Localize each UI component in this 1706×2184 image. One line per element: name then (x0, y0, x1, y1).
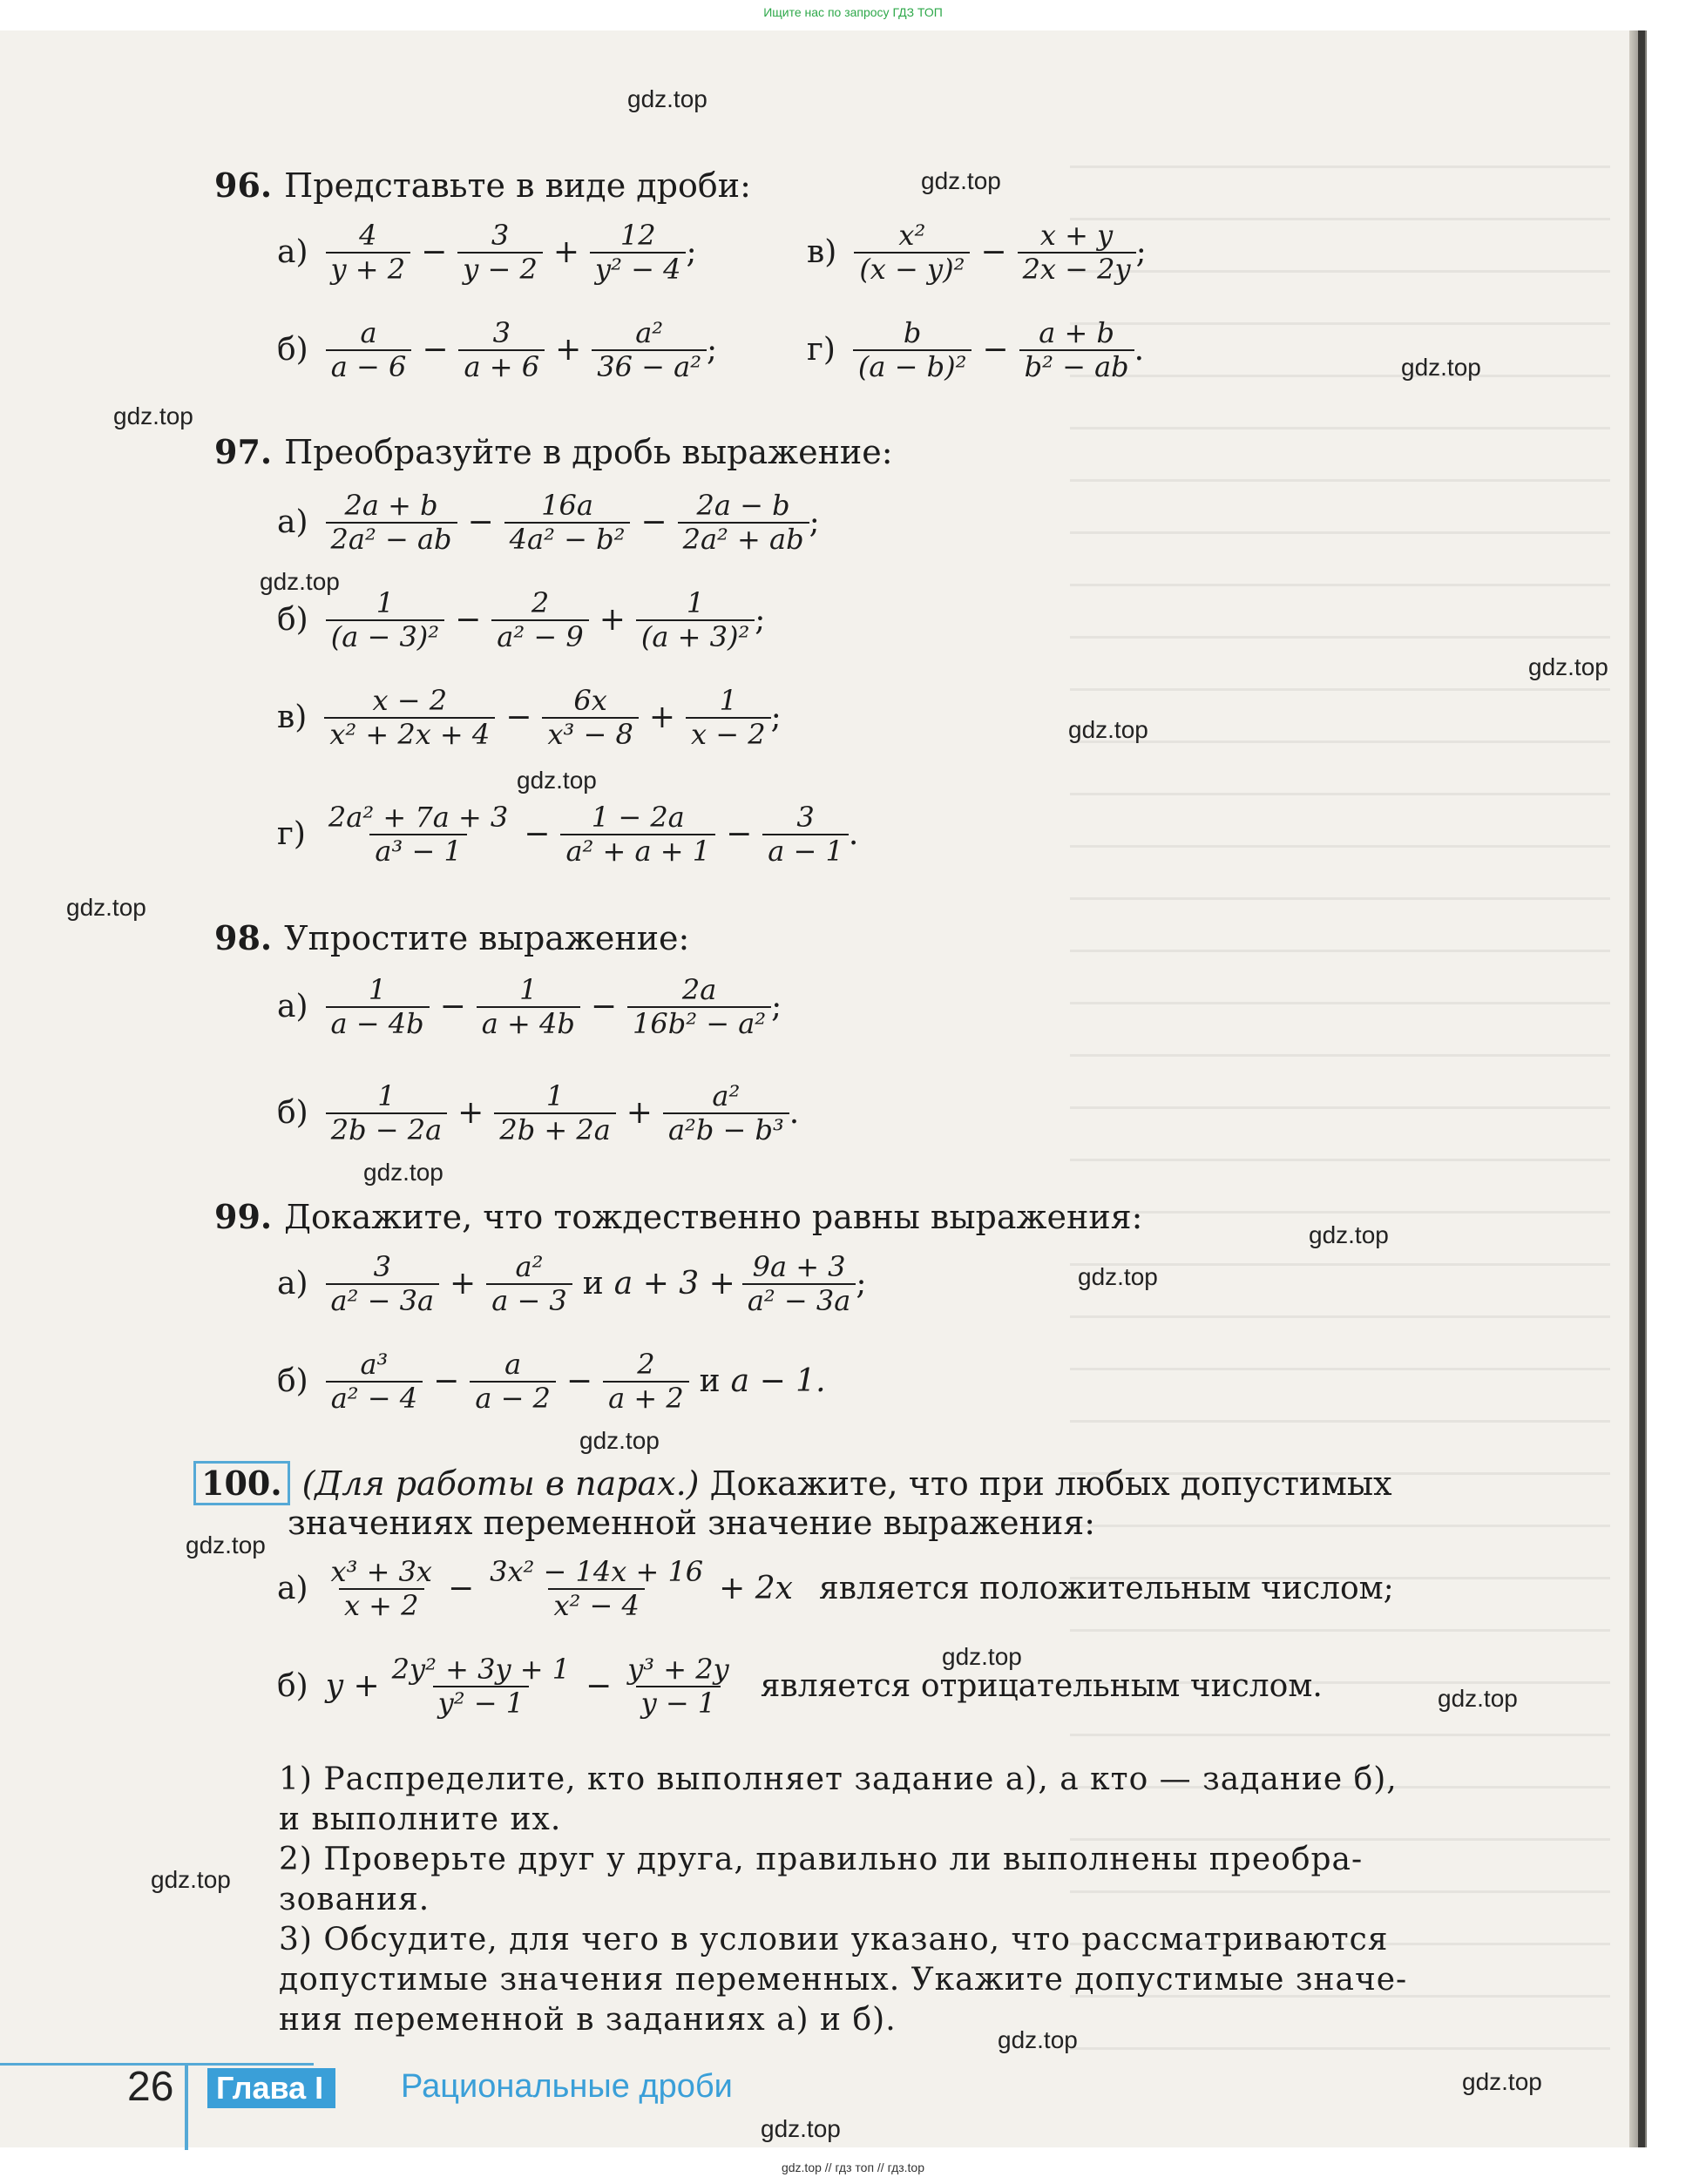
fraction (853, 317, 972, 383)
task-96-title (214, 166, 751, 205)
fraction (590, 220, 686, 286)
fraction (678, 490, 809, 556)
numerator: a² (515, 1250, 544, 1283)
task-text: Упростите выражение: (284, 919, 690, 957)
item-label: б) (277, 332, 308, 369)
item-description: является положительным числом; (818, 1571, 1394, 1607)
operator: − (439, 989, 466, 1025)
step-line: зования. (279, 1882, 430, 1917)
punctuation: ; (856, 1266, 867, 1302)
numerator: 3 (373, 1250, 391, 1283)
watermark: gdz.top (363, 1159, 443, 1186)
numerator: 1 (686, 586, 705, 619)
task-number: 97. (214, 432, 273, 471)
denominator: 2a² − ab (326, 522, 457, 556)
fraction (603, 1349, 689, 1415)
fraction (323, 801, 513, 868)
denominator: a − 6 (326, 349, 412, 383)
fraction (326, 220, 411, 286)
watermark: gdz.top (1309, 1221, 1389, 1248)
numerator: 1 (545, 1079, 565, 1112)
operator: − (726, 816, 753, 853)
fraction (484, 1556, 708, 1622)
watermark: gdz.top (151, 1866, 231, 1893)
task-text: Докажите, что тождественно равны выражения: (284, 1198, 1143, 1236)
watermark: gdz.top (517, 767, 597, 794)
numerator: y³ + 2y (627, 1653, 729, 1686)
fraction (854, 220, 970, 286)
task-99-a (277, 1251, 866, 1317)
expression: a + 3 + (613, 1266, 735, 1302)
fraction (477, 974, 580, 1040)
numerator: 3x² − 14x + 16 (490, 1555, 704, 1588)
watermark: gdz.top (942, 1643, 1022, 1670)
punctuation: ; (770, 700, 782, 736)
fraction (1019, 317, 1134, 383)
denominator: 2a² + ab (678, 522, 809, 556)
operator: + (648, 700, 675, 736)
fraction (326, 1080, 447, 1146)
punctuation: . (1134, 332, 1145, 369)
fraction (458, 317, 545, 383)
numerator: a² (635, 316, 664, 349)
item-label: а) (277, 989, 308, 1025)
task-99-title (214, 1197, 1142, 1236)
denominator: x + 2 (339, 1588, 424, 1622)
item-label: б) (277, 602, 308, 639)
fraction (636, 587, 755, 653)
watermark: gdz.top (1078, 1263, 1158, 1290)
task-text: Представьте в виде дроби: (284, 166, 751, 205)
numerator: 2a + b (344, 489, 438, 522)
operator: − (455, 602, 482, 639)
denominator: (a − b)² (853, 349, 972, 383)
denominator: x² + 2x + 4 (324, 717, 495, 751)
numerator: a³ (360, 1348, 389, 1381)
operator: − (565, 1363, 593, 1400)
task-text: Преобразуйте в дробь выражение: (284, 433, 893, 471)
punctuation: ; (809, 504, 820, 541)
numerator: 3 (796, 801, 815, 834)
numerator: 1 (376, 586, 395, 619)
task-text: значениях переменной значение выражения: (288, 1504, 1096, 1542)
conjunction: и (582, 1266, 604, 1302)
watermark: gdz.top (1528, 653, 1608, 680)
watermark: gdz.top (1438, 1685, 1518, 1712)
step-line: 3) Обсудите, для чего в условии указано, что рассматриваются (279, 1922, 1389, 1957)
task-96-b (277, 317, 717, 383)
denominator: b² − ab (1019, 349, 1134, 383)
task-text: Докажите, что при любых допустимых (709, 1464, 1392, 1503)
operator: + (552, 234, 580, 271)
numerator: x² (898, 219, 926, 252)
numerator: 1 (519, 973, 538, 1006)
operator: − (433, 1363, 460, 1400)
numerator: 2 (531, 586, 550, 619)
punctuation: ; (755, 602, 766, 639)
item-label: а) (277, 1571, 308, 1607)
item-label: а) (277, 234, 308, 271)
denominator: a² − 3a (742, 1283, 856, 1317)
numerator: 1 − 2a (591, 801, 685, 834)
item-label: б) (277, 1095, 308, 1132)
fraction (622, 1653, 735, 1720)
task-97-g (277, 801, 858, 868)
numerator: b (903, 316, 922, 349)
task-number: 96. (214, 166, 273, 205)
fraction (542, 685, 638, 751)
item-label: а) (277, 504, 308, 541)
watermark: gdz.top (998, 2026, 1078, 2053)
watermark: gdz.top (1068, 716, 1148, 743)
fraction (326, 974, 430, 1040)
watermark: gdz.top (579, 1427, 660, 1454)
numerator: 2 (637, 1348, 655, 1381)
item-label: а) (277, 1266, 308, 1302)
numerator: 16a (541, 489, 593, 522)
denominator: 2b + 2a (494, 1112, 615, 1146)
numerator: 1 (377, 1079, 396, 1112)
punctuation: ; (771, 989, 782, 1025)
fraction (663, 1080, 789, 1146)
denominator: a + 2 (603, 1381, 689, 1415)
task-98-a (277, 974, 782, 1040)
punctuation: ; (1135, 234, 1147, 271)
task-100-steps (279, 1760, 1407, 2040)
watermark: gdz.top (1462, 2068, 1542, 2095)
denominator: a² − 4 (326, 1381, 423, 1415)
denominator: y − 2 (457, 252, 543, 286)
numerator: 2a − b (696, 489, 790, 522)
denominator: x³ − 8 (542, 717, 638, 751)
fraction (762, 801, 849, 868)
watermark: gdz.top (186, 1532, 266, 1559)
item-label: б) (277, 1363, 308, 1400)
operator: + (555, 332, 582, 369)
numerator: 4 (359, 219, 377, 252)
operator: − (982, 332, 1009, 369)
denominator: a − 3 (486, 1283, 572, 1317)
fraction (326, 1556, 437, 1622)
denominator: 16b² − a² (627, 1006, 771, 1040)
numerator: 3 (491, 219, 510, 252)
operator: + (626, 1095, 653, 1132)
numerator: 1 (719, 684, 737, 717)
fraction (627, 974, 771, 1040)
task-97-v (277, 685, 782, 751)
numerator: 2a² + 7a + 3 (328, 801, 509, 834)
watermark: gdz.top (66, 894, 146, 921)
fraction (326, 1251, 440, 1317)
numerator: 2y² + 3y + 1 (391, 1653, 571, 1686)
watermark: gdz.top (921, 167, 1001, 194)
denominator: a² − 3a (326, 1283, 440, 1317)
denominator: a − 2 (470, 1381, 556, 1415)
operator: − (422, 332, 449, 369)
expression: y + (325, 1668, 380, 1705)
fraction (742, 1251, 856, 1317)
task-number: 98. (214, 918, 273, 957)
task-100-title-line2 (288, 1504, 1095, 1542)
fraction (326, 587, 444, 653)
fraction (504, 490, 631, 556)
operator: + (457, 1095, 484, 1132)
denominator: a + 4b (477, 1006, 580, 1040)
numerator: 12 (619, 219, 656, 252)
task-number: 99. (214, 1197, 273, 1236)
item-label: г) (807, 332, 836, 369)
numerator: 1 (368, 973, 387, 1006)
fraction (560, 801, 715, 868)
fraction (686, 685, 771, 751)
item-label: в) (277, 700, 308, 736)
watermark: gdz.top (627, 85, 707, 112)
fraction (491, 587, 588, 653)
punctuation: ; (707, 332, 718, 369)
denominator: y² − 4 (590, 252, 686, 286)
operator: − (421, 234, 448, 271)
numerator: 3 (492, 316, 511, 349)
task-99-b (277, 1349, 826, 1415)
task-98-title (214, 918, 689, 957)
watermark: gdz.top (761, 2115, 841, 2142)
task-note: (Для работы в парах.) (301, 1464, 700, 1503)
denominator: y + 2 (326, 252, 411, 286)
expression: a − 1. (730, 1363, 826, 1400)
denominator: 36 − a² (592, 349, 707, 383)
task-96-a (277, 220, 697, 286)
denominator: x − 2 (686, 717, 771, 751)
item-label: б) (277, 1668, 308, 1705)
operator: + (450, 1266, 477, 1302)
fraction (494, 1080, 615, 1146)
denominator: a − 4b (326, 1006, 430, 1040)
operator: − (980, 234, 1007, 271)
fraction (326, 490, 457, 556)
item-label: г) (277, 816, 306, 853)
watermark: gdz.top (260, 568, 340, 595)
denominator: a² + a + 1 (560, 834, 715, 868)
step-line: 2) Проверьте друг у друга, правильно ли выполнены преобра- (279, 1842, 1364, 1877)
denominator: a³ − 1 (369, 834, 466, 868)
numerator: 9a + 3 (752, 1250, 846, 1283)
top-note: Ищите нас по запросу ГДЗ ТОП (763, 5, 943, 19)
footer-divider (185, 2063, 188, 2150)
operator: − (467, 504, 494, 541)
denominator: a²b − b³ (663, 1112, 789, 1146)
task-97-a (277, 490, 820, 556)
task-96-v (807, 220, 1147, 286)
denominator: 2b − 2a (326, 1112, 447, 1146)
fraction (592, 317, 707, 383)
item-description: является отрицательным числом. (760, 1668, 1323, 1705)
denominator: (x − y)² (854, 252, 970, 286)
step-line: допустимые значения переменных. Укажите допустимые значе- (279, 1962, 1408, 1998)
denominator: a² − 9 (491, 619, 588, 653)
fraction (486, 1251, 572, 1317)
punctuation: . (789, 1095, 800, 1132)
operator: − (640, 504, 667, 541)
numerator: a² (712, 1079, 741, 1112)
item-label: в) (807, 234, 837, 271)
fraction (387, 1653, 575, 1720)
task-100-b (277, 1653, 1333, 1720)
task-97-title (214, 432, 893, 471)
chapter-label: Глава I (207, 2068, 335, 2108)
numerator: 6x (573, 684, 607, 717)
operator: − (447, 1571, 475, 1607)
denominator: (a − 3)² (326, 619, 444, 653)
chapter-title: Рациональные дроби (401, 2068, 733, 2105)
denominator: y² − 1 (433, 1686, 529, 1720)
denominator: a − 1 (762, 834, 849, 868)
numerator: x³ + 3x (330, 1555, 432, 1588)
operator: − (586, 1668, 613, 1705)
punctuation: ; (686, 234, 697, 271)
denominator: (a + 3)² (636, 619, 755, 653)
task-number: 100. (193, 1461, 290, 1505)
denominator: a + 6 (458, 349, 545, 383)
numerator: a (360, 316, 377, 349)
fraction (324, 685, 495, 751)
task-98-b (277, 1080, 799, 1146)
task-96-g (807, 317, 1144, 383)
operator: − (524, 816, 551, 853)
fraction (457, 220, 543, 286)
fraction (470, 1349, 556, 1415)
fraction (326, 317, 412, 383)
numerator: x + y (1039, 219, 1114, 252)
bottom-note: gdz.top // гдз топ // гдз.top (781, 2160, 925, 2174)
denominator: 2x − 2y (1018, 252, 1136, 286)
denominator: x² − 4 (548, 1588, 644, 1622)
operator: − (505, 700, 532, 736)
operator: + (599, 602, 626, 639)
conjunction: и (699, 1363, 721, 1400)
denominator: 4a² − b² (504, 522, 631, 556)
watermark: gdz.top (1401, 354, 1481, 381)
numerator: a + b (1039, 316, 1114, 349)
watermark: gdz.top (113, 402, 193, 429)
task-100-a (277, 1556, 1405, 1622)
punctuation: . (848, 816, 859, 853)
fraction (326, 1349, 423, 1415)
fraction (1018, 220, 1136, 286)
numerator: 2a (681, 973, 717, 1006)
step-line: и выполните их. (279, 1802, 562, 1837)
denominator: y − 1 (636, 1686, 721, 1720)
numerator: a (504, 1348, 522, 1381)
numerator: x − 2 (372, 684, 448, 717)
operator: − (590, 989, 618, 1025)
task-100-title (193, 1464, 1392, 1503)
expression: + 2x (719, 1571, 793, 1607)
step-line: 1) Распределите, кто выполняет задание а), а кто — задание б), (279, 1761, 1398, 1797)
step-line: ния переменной в заданиях а) и б). (279, 2002, 897, 2038)
page-spine-shadow (1638, 30, 1645, 2147)
task-97-b (277, 587, 765, 653)
page-number: 26 (127, 2064, 174, 2110)
